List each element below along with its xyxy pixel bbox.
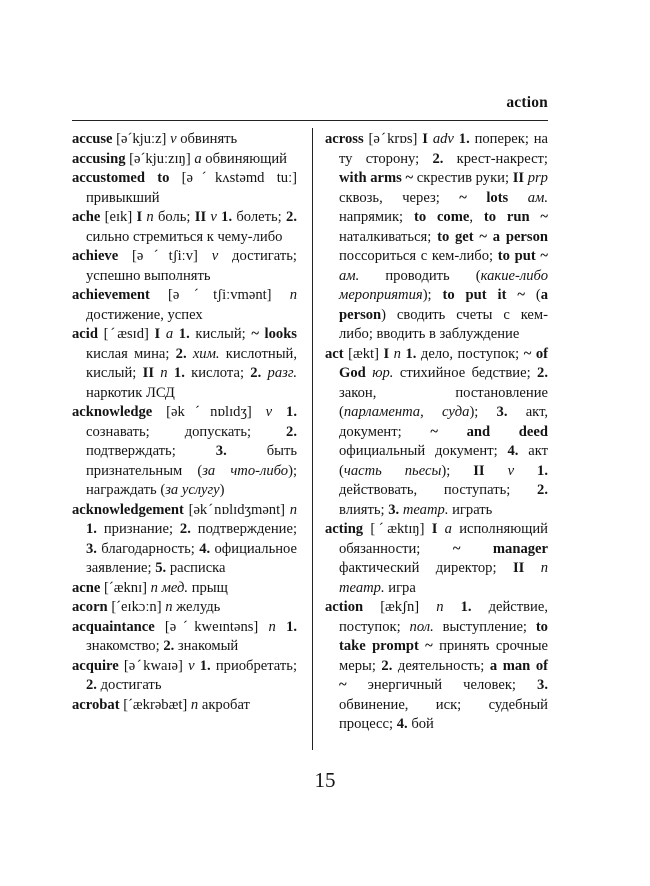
entry-text: быть признательным ( bbox=[86, 443, 297, 479]
entry-bold-text: I bbox=[422, 131, 428, 147]
dictionary-entry bbox=[325, 598, 548, 735]
entry-text bbox=[272, 404, 286, 420]
entry-text: [əˊkweɪntəns] bbox=[154, 618, 269, 635]
entry-text: наталкиваться; bbox=[339, 228, 438, 245]
entry-bold-text: 3. bbox=[537, 677, 548, 693]
entry-text bbox=[514, 463, 537, 479]
entry-text: закон, постановление ( bbox=[339, 384, 548, 420]
dictionary-entry bbox=[72, 325, 297, 403]
entry-text: кислая мина; bbox=[86, 345, 176, 362]
entry-text: [əˊtʃiːvmənt] bbox=[149, 287, 290, 303]
entry-italic-label: n мед. bbox=[150, 579, 189, 596]
entry-text: [ˊæknɪ] bbox=[100, 579, 151, 596]
entry-text: признание; bbox=[96, 521, 180, 537]
entry-headword: achieve bbox=[72, 248, 119, 264]
dictionary-entry bbox=[325, 130, 548, 345]
dictionary-entry bbox=[72, 618, 297, 657]
entry-text: официальный документ; bbox=[339, 443, 508, 459]
entry-headword: action bbox=[325, 599, 364, 615]
entry-italic-label: n bbox=[160, 365, 168, 381]
entry-bold-text: 2. bbox=[537, 365, 548, 381]
entry-text: фактический директор; bbox=[339, 560, 513, 576]
running-head: action bbox=[506, 94, 548, 111]
entry-text: [ˊeɪkɔːn] bbox=[107, 599, 166, 615]
entry-bold-text: to take prompt ~ bbox=[339, 618, 548, 654]
entry-bold-text: 2. bbox=[179, 521, 191, 537]
entry-text: , bbox=[420, 404, 442, 420]
entry-text: исполняющий обязанности; bbox=[339, 521, 548, 557]
entry-text: проводить ( bbox=[359, 267, 481, 284]
entry-text: , bbox=[469, 209, 484, 225]
dictionary-entry bbox=[72, 208, 297, 247]
entry-bold-text: 2. bbox=[86, 677, 97, 693]
entry-italic-label: a bbox=[165, 326, 174, 342]
entry-italic-label: ам. bbox=[339, 267, 360, 284]
entry-text: ) сводить счеты с кем-либо; вводить в заблуждение bbox=[339, 306, 548, 342]
entry-text: влиять; bbox=[339, 501, 389, 518]
entry-text: [ækʃn] bbox=[363, 599, 437, 615]
entry-italic-label: v bbox=[188, 657, 195, 674]
dictionary-entry bbox=[72, 169, 297, 208]
entry-headword: acquaintance bbox=[72, 618, 155, 635]
header-rule bbox=[72, 120, 548, 121]
entry-text: [eɪk] bbox=[100, 209, 137, 225]
entry-text: действие, поступок; bbox=[339, 599, 548, 635]
entry-bold-text: 4. bbox=[396, 716, 408, 732]
entry-text: сильно стремиться к чему-либо bbox=[86, 228, 283, 245]
entry-bold-text: 3. bbox=[86, 540, 97, 557]
entry-headword: acknowledge bbox=[72, 404, 153, 420]
entry-text: ) bbox=[219, 482, 225, 498]
entry-bold-text: 1. bbox=[286, 618, 298, 635]
entry-text: знакомство; bbox=[86, 638, 164, 654]
entry-bold-text: 1. bbox=[460, 599, 472, 615]
entry-italic-label: a bbox=[444, 521, 452, 537]
entry-italic-label: v bbox=[507, 462, 515, 479]
entry-text: желудь bbox=[172, 599, 221, 615]
entry-italic-label: разг. bbox=[267, 365, 297, 381]
entry-text: [ˊæsɪd] bbox=[97, 326, 155, 342]
entry-bold-text: 1. bbox=[199, 657, 211, 674]
entry-italic-label: пол. bbox=[409, 618, 434, 635]
entry-bold-text: ~ and deed bbox=[430, 423, 548, 440]
entry-bold-text: II bbox=[194, 209, 207, 225]
entry-italic-label: v bbox=[265, 404, 273, 420]
entry-bold-text: 1. bbox=[178, 326, 190, 342]
entry-bold-text: II bbox=[142, 365, 154, 381]
entry-bold-text: 2. bbox=[286, 209, 297, 225]
left-column bbox=[72, 130, 297, 715]
entry-bold-text: to run ~ bbox=[483, 209, 548, 225]
entry-bold-text: 1. bbox=[173, 365, 185, 381]
entry-italic-label: n bbox=[165, 599, 173, 615]
entry-text: подтверждение; bbox=[190, 521, 298, 537]
entry-text: [ˊækrəbæt] bbox=[119, 696, 191, 713]
entry-headword: acrobat bbox=[72, 696, 120, 713]
dictionary-entry bbox=[72, 247, 297, 286]
entry-headword: acid bbox=[72, 326, 98, 342]
entry-text: расписка bbox=[166, 560, 226, 576]
entry-text: стихийное бедствие; bbox=[393, 365, 538, 381]
entry-bold-text: 3. bbox=[215, 443, 227, 459]
entry-bold-text: to put ~ bbox=[497, 248, 548, 264]
entry-text: выступление; bbox=[433, 618, 536, 635]
entry-text: акт, документ; bbox=[339, 404, 548, 440]
entry-text: [əˊkrɒs] bbox=[363, 131, 423, 147]
entry-italic-label: adv bbox=[432, 131, 454, 147]
entry-text: приобретать; bbox=[210, 657, 297, 674]
entry-headword: acknowledgement bbox=[72, 501, 184, 518]
dictionary-entry bbox=[72, 150, 297, 170]
entry-bold-text: a man of ~ bbox=[339, 657, 548, 693]
entry-bold-text: ~ of God bbox=[339, 345, 548, 381]
entry-text: крест-накрест; bbox=[443, 150, 548, 167]
page-number: 15 bbox=[314, 768, 336, 792]
entry-bold-text: I bbox=[383, 345, 390, 362]
entry-text: сознавать; допускать; bbox=[86, 423, 287, 440]
entry-bold-text: 2. bbox=[286, 423, 297, 440]
entry-text: [əˊkwaɪə] bbox=[118, 657, 189, 674]
entry-text: [ˊæktɪŋ] bbox=[363, 521, 432, 537]
entry-bold-text: a person bbox=[339, 287, 548, 323]
column-divider bbox=[312, 128, 313, 750]
right-column bbox=[325, 130, 548, 735]
entry-text: [əˊtʃiːv] bbox=[118, 248, 212, 264]
entry-text: ); bbox=[422, 287, 443, 303]
entry-italic-label: v bbox=[210, 209, 217, 225]
entry-bold-text: 2. bbox=[381, 657, 393, 674]
entry-bold-text: 3. bbox=[388, 501, 400, 518]
entry-text: бой bbox=[407, 716, 434, 732]
entry-text: поссориться с кем-либо; bbox=[339, 248, 498, 264]
entry-bold-text: 2. bbox=[537, 482, 548, 498]
entry-text: сквозь, через; bbox=[339, 189, 460, 206]
entry-italic-label: театр. bbox=[402, 501, 449, 518]
entry-italic-label: за услугу bbox=[165, 482, 220, 498]
entry-bold-text: ~ lots bbox=[459, 189, 509, 206]
entry-text: благодарность; bbox=[96, 540, 200, 557]
entry-text: [ækt] bbox=[343, 345, 384, 362]
entry-headword: across bbox=[325, 131, 364, 147]
dictionary-entry bbox=[325, 345, 548, 521]
entry-bold-text: 2. bbox=[432, 150, 444, 167]
entry-bold-text: with arms ~ bbox=[339, 170, 414, 186]
entry-text: ( bbox=[524, 287, 541, 303]
entry-text: [əkˊnɒlɪdʒ] bbox=[152, 404, 266, 420]
entry-headword: accusing bbox=[72, 150, 126, 167]
entry-bold-text: 2. bbox=[175, 345, 187, 362]
entry-text: игра bbox=[384, 579, 416, 596]
entry-italic-label: юр. bbox=[372, 365, 394, 381]
entry-text bbox=[276, 619, 286, 635]
entry-text: ); награждать ( bbox=[86, 462, 298, 498]
entry-text: официальное заявление; bbox=[86, 540, 297, 576]
entry-bold-text: 1. bbox=[405, 345, 417, 362]
entry-text: достигать bbox=[96, 677, 162, 693]
entry-bold-text: 4. bbox=[507, 443, 519, 459]
entry-bold-text: 1. bbox=[537, 462, 548, 479]
dictionary-entry bbox=[72, 598, 297, 618]
entry-bold-text: 3. bbox=[496, 404, 508, 420]
entry-bold-text: to come bbox=[413, 209, 470, 225]
entry-bold-text: to get ~ a person bbox=[437, 228, 548, 245]
entry-text: достигать; успешно выполнять bbox=[86, 248, 297, 284]
entry-text: ); bbox=[469, 404, 497, 420]
entry-text bbox=[485, 463, 508, 479]
entry-text: принять срочные меры; bbox=[339, 638, 548, 674]
entry-headword: ache bbox=[72, 209, 101, 225]
entry-text: акробат bbox=[198, 696, 250, 713]
entry-text bbox=[443, 599, 460, 615]
entry-italic-label: n bbox=[146, 209, 154, 225]
entry-italic-label: n bbox=[268, 618, 276, 635]
entry-text: обвинять bbox=[176, 131, 238, 147]
entry-italic-label: хим. bbox=[192, 345, 220, 362]
entry-headword: achievement bbox=[72, 287, 150, 303]
entry-headword: acting bbox=[325, 521, 364, 537]
entry-text: прыщ bbox=[188, 579, 228, 596]
entry-italic-label: n bbox=[190, 696, 199, 713]
entry-text: играть bbox=[448, 501, 493, 518]
entry-text: деятельность; bbox=[392, 657, 490, 674]
entry-text: [əˊkʌstəmd tuː] привыкший bbox=[86, 170, 298, 206]
entry-text: наркотик ЛСД bbox=[86, 384, 175, 401]
dictionary-entry bbox=[72, 501, 297, 579]
entry-text: обвиняющий bbox=[201, 150, 287, 167]
entry-bold-text: II bbox=[473, 462, 485, 479]
entry-bold-text: 1. bbox=[221, 209, 233, 225]
entry-italic-label: суда bbox=[441, 404, 470, 420]
entry-headword: accuse bbox=[72, 131, 113, 147]
entry-italic-label: v bbox=[211, 248, 219, 264]
entry-text: обвинение, иск; судебный процесс; bbox=[339, 696, 548, 732]
entry-headword: acquire bbox=[72, 657, 119, 674]
entry-text: энергичный человек; bbox=[346, 677, 538, 693]
entry-text: кислый; bbox=[189, 326, 252, 342]
entry-headword: act bbox=[325, 345, 344, 362]
entry-italic-label: a bbox=[194, 150, 202, 167]
entry-bold-text: I bbox=[154, 326, 161, 342]
entry-bold-text: I bbox=[431, 521, 438, 537]
entry-italic-label: какие-либо мероприятия bbox=[339, 267, 548, 303]
entry-bold-text: II bbox=[512, 560, 525, 576]
entry-text: акт ( bbox=[339, 443, 548, 479]
entry-italic-label: n bbox=[289, 501, 297, 518]
entry-text: кислотный, кислый; bbox=[86, 345, 297, 381]
entry-bold-text: ~ looks bbox=[251, 326, 297, 342]
entry-text: ); bbox=[441, 462, 474, 479]
entry-headword: acorn bbox=[72, 599, 108, 615]
entry-text: [əˊkjuːzɪŋ] bbox=[125, 150, 195, 167]
entry-text: напрямик; bbox=[339, 209, 414, 225]
dictionary-entry bbox=[325, 520, 548, 598]
dictionary-entry bbox=[72, 696, 297, 716]
dictionary-entry bbox=[72, 579, 297, 599]
dictionary-entry bbox=[72, 286, 297, 325]
entry-bold-text: ~ manager bbox=[452, 540, 549, 557]
entry-italic-label: n bbox=[436, 599, 444, 615]
entry-text: кислота; bbox=[184, 365, 251, 381]
entry-italic-label: парламента bbox=[343, 404, 421, 420]
entry-bold-text: 2. bbox=[250, 365, 262, 381]
entry-text: боль; bbox=[153, 209, 195, 225]
entry-bold-text: 4. bbox=[199, 540, 211, 557]
entry-text bbox=[508, 190, 527, 206]
entry-text: поперек; на ту сторону; bbox=[339, 131, 549, 167]
entry-text: достижение, успех bbox=[86, 306, 203, 323]
entry-italic-label: за что-либо bbox=[202, 462, 289, 479]
entry-bold-text: 1. bbox=[86, 521, 97, 537]
entry-italic-label: v bbox=[170, 131, 177, 147]
entry-bold-text: to put it ~ bbox=[442, 287, 525, 303]
entry-bold-text: 1. bbox=[286, 404, 297, 420]
entry-italic-label: часть пьесы bbox=[343, 462, 442, 479]
entry-text: подтверждать; bbox=[86, 443, 216, 459]
entry-italic-label: n театр. bbox=[339, 560, 548, 596]
entry-bold-text: I bbox=[136, 209, 143, 225]
entry-text: действовать, поступать; bbox=[339, 482, 538, 498]
entry-text: дело, поступок; bbox=[416, 345, 524, 362]
dictionary-entry bbox=[72, 130, 297, 150]
entry-bold-text: 1. bbox=[458, 131, 470, 147]
entry-italic-label: ам. bbox=[527, 189, 548, 206]
entry-bold-text: II bbox=[512, 170, 525, 186]
entry-bold-text: 2. bbox=[163, 638, 175, 654]
entry-text: скрестив руки; bbox=[413, 170, 513, 186]
dictionary-entry bbox=[72, 657, 297, 696]
entry-headword: accustomed to bbox=[72, 170, 170, 186]
entry-text: [əˊkjuːz] bbox=[112, 131, 171, 147]
entry-bold-text: 5. bbox=[155, 560, 167, 576]
entry-text: болеть; bbox=[232, 209, 287, 225]
entry-italic-label: n bbox=[393, 345, 401, 362]
entry-italic-label: prp bbox=[527, 170, 548, 186]
entry-text bbox=[524, 560, 540, 576]
entry-text: [əkˊnɒlɪdʒmənt] bbox=[183, 501, 290, 518]
dictionary-entry bbox=[72, 403, 297, 501]
entry-headword: acne bbox=[72, 579, 101, 596]
entry-text bbox=[437, 521, 444, 537]
entry-italic-label: n bbox=[289, 287, 297, 303]
entry-text: знакомый bbox=[174, 638, 239, 654]
